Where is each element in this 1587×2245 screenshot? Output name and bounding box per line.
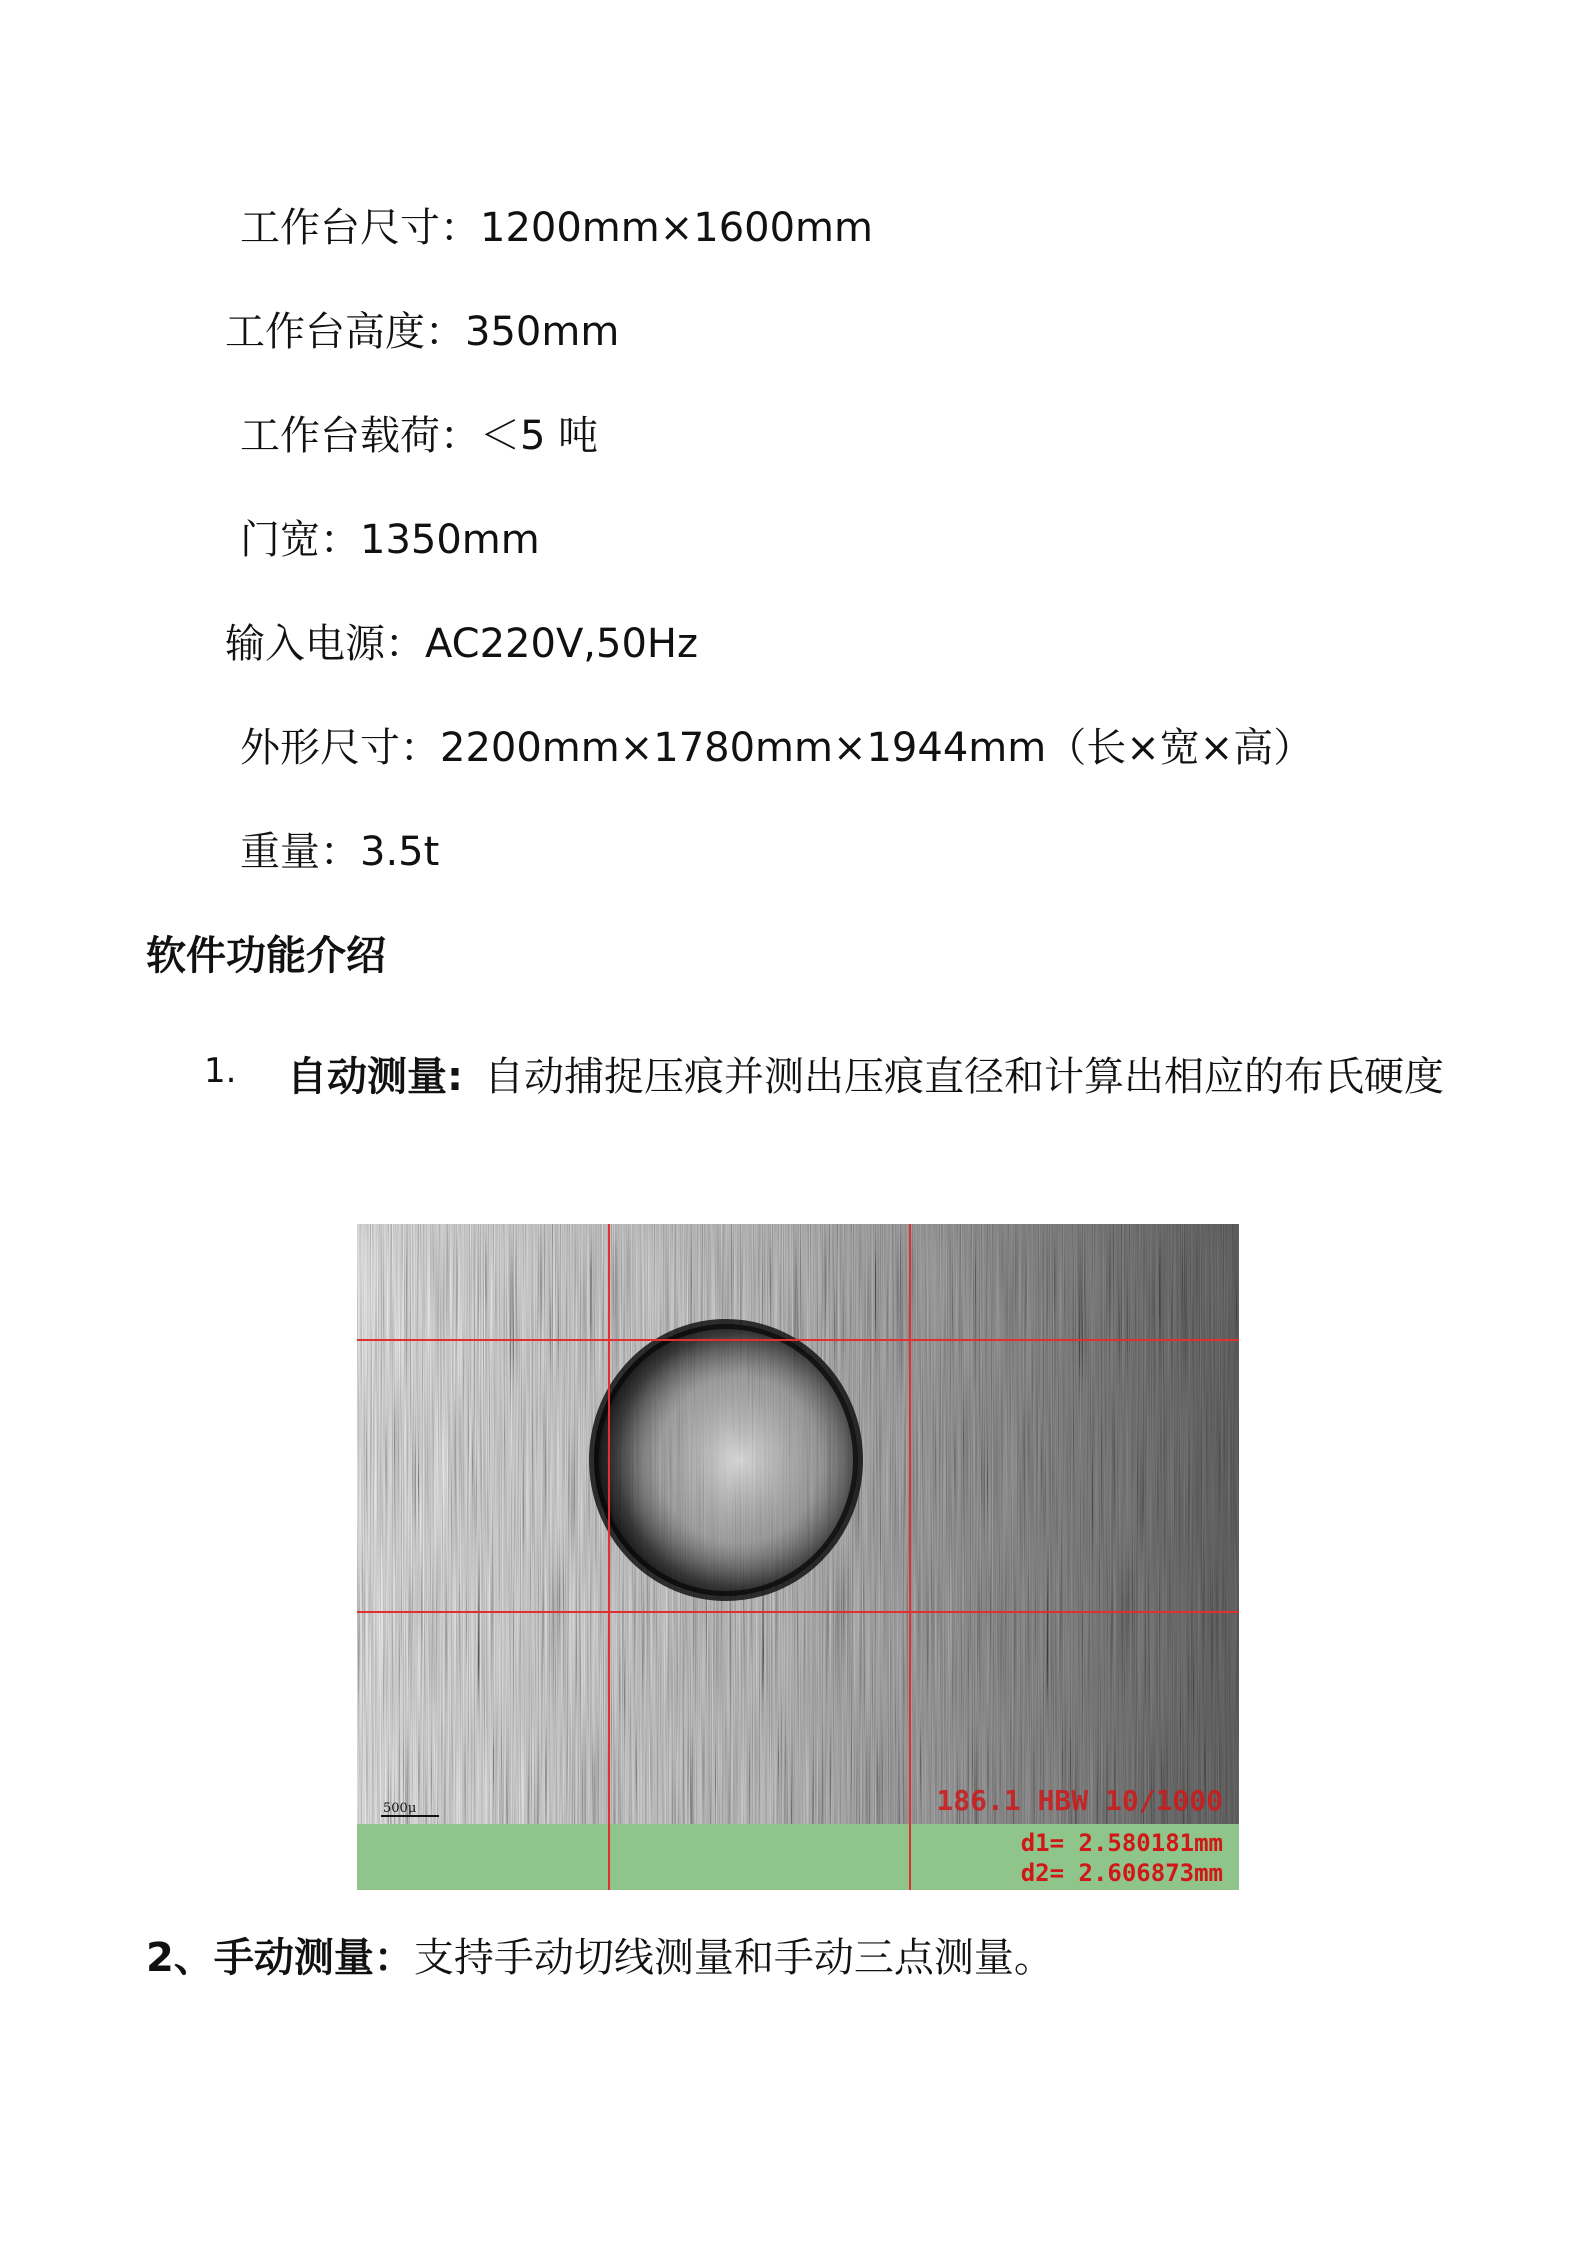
spec-label: 工作台高度： — [225, 309, 465, 355]
spec-value: 1350mm — [360, 517, 540, 563]
spec-value: 2200mm×1780mm×1944mm（长×宽×高） — [440, 725, 1314, 771]
d2-readout: d2= 2.606873mm — [1020, 1859, 1223, 1887]
spec-label: 重量： — [240, 829, 360, 875]
d1-readout: d1= 2.580181mm — [1020, 1829, 1223, 1857]
spec-power-input — [225, 621, 698, 667]
item-label: 自动测量: — [287, 1054, 463, 1100]
spec-label: 输入电源： — [225, 621, 425, 667]
spec-table-load — [240, 413, 599, 459]
feature-item-manual-measure — [146, 1926, 1054, 1983]
hardness-readout: 186.1 HBW 10/1000 — [936, 1784, 1223, 1817]
spec-table-height — [225, 309, 620, 355]
item-label: 2、手动测量： — [146, 1935, 414, 1981]
spec-value: 350mm — [465, 309, 620, 355]
spec-weight — [240, 829, 440, 875]
item-description: 支持手动切线测量和手动三点测量。 — [413, 1935, 1054, 1981]
indentation-micrograph — [357, 1224, 1239, 1890]
spec-label: 门宽： — [240, 517, 360, 563]
spec-value: ＜5 吨 — [480, 413, 599, 459]
spec-value: AC220V,50Hz — [425, 621, 698, 667]
spec-table-size — [240, 205, 873, 251]
spec-label: 工作台尺寸： — [240, 205, 480, 251]
section-title: 软件功能介绍 — [146, 933, 386, 979]
spec-label: 工作台载荷： — [240, 413, 480, 459]
item-description: 自动捕捉压痕并测出压痕直径和计算出相应的布氏硬度 — [484, 1054, 1444, 1100]
spec-value: 3.5t — [360, 829, 440, 875]
spec-label: 外形尺寸： — [240, 725, 440, 771]
scale-label: 500μ — [383, 1801, 417, 1816]
spec-door-width — [240, 517, 540, 563]
spec-overall-dimensions — [240, 725, 1314, 771]
item-number: 1. — [204, 1051, 237, 1091]
spec-value: 1200mm×1600mm — [480, 205, 873, 251]
